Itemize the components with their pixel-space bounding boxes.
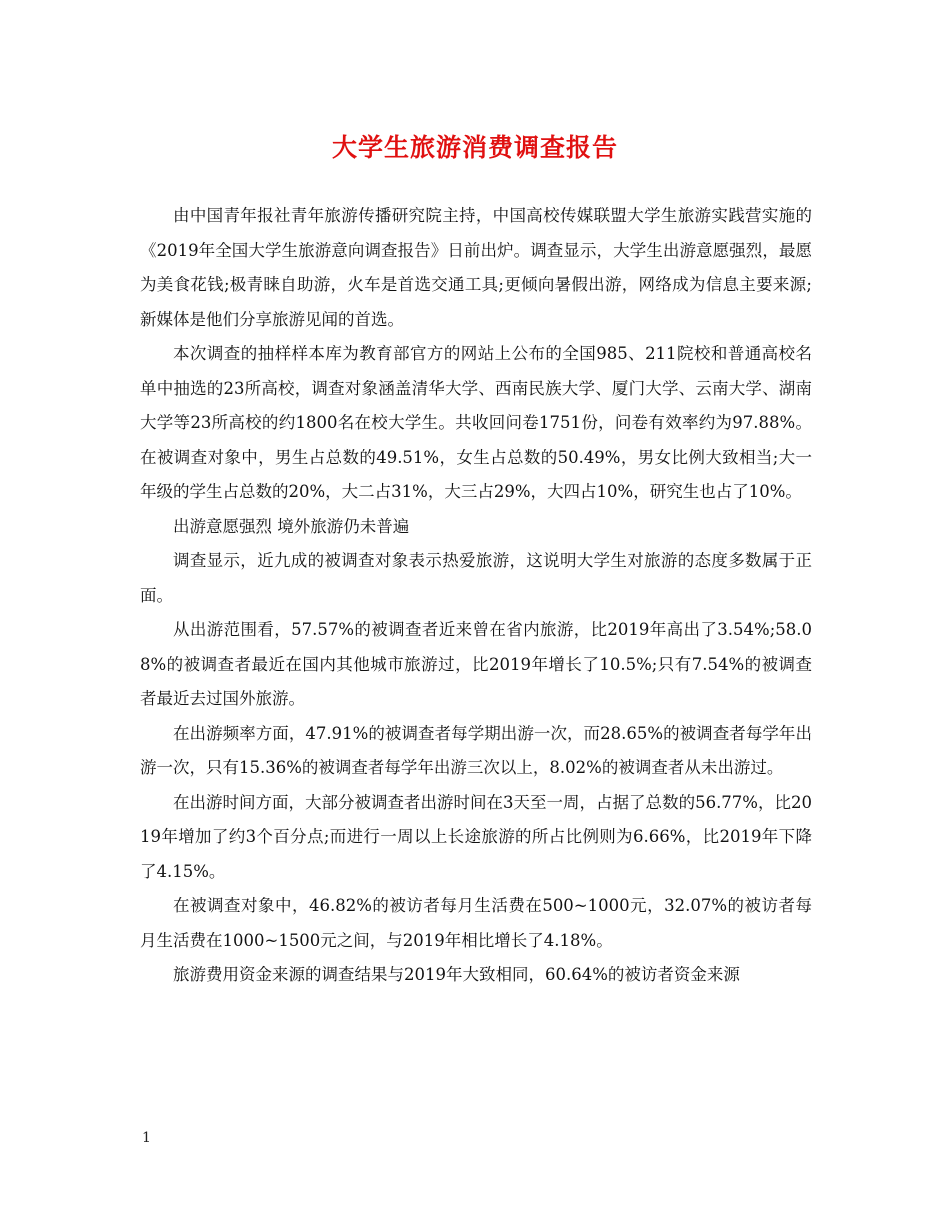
paragraph: 由中国青年报社青年旅游传播研究院主持，中国高校传媒联盟大学生旅游实践营实施的《2019年全国大学生旅游意向调查报告》日前出炉。调查显示，大学生出游意愿强烈，最愿为美食花钱;极青睐自助游，火车是首选交通工具;更倾向暑假出游，网络成为信息主要来源;新媒体是他们分享旅游见闻的首选。 bbox=[140, 206, 812, 329]
paragraph: 从出游范围看，57.57%的被调查者近来曾在省内旅游，比2019年高出了3.54%;58.08%的被调查者最近在国内其他城市旅游过，比2019年增长了10.5%;只有7.54%的被调查者最近去过国外旅游。 bbox=[140, 620, 812, 708]
paragraph: 在出游频率方面，47.91%的被调查者每学期出游一次，而28.65%的被调查者每学年出游一次，只有15.36%的被调查者每学年出游三次以上，8.02%的被调查者从未出游过。 bbox=[140, 723, 812, 777]
paragraph: 在出游时间方面，大部分被调查者出游时间在3天至一周，占据了总数的56.77%，比2019年增加了约3个百分点;而进行一周以上长途旅游的所占比例则为6.66%，比2019年下降了4.15%。 bbox=[140, 792, 812, 881]
paragraph: 本次调查的抽样样本库为教育部官方的网站上公布的全国985、211院校和普通高校名单中抽选的23所高校，调查对象涵盖清华大学、西南民族大学、厦门大学、云南大学、湖南大学等23所高校的约1800名在校大学生。共收回问卷1751份，问卷有效率约为97.88%。在被调查对象中，男生占总数的49.51%，女生占总数的50.49%，男女比例大致相当;大一年级的学生占总数的20%，大二占31%，大三占29%，大四占10%，研究生也占了10%。 bbox=[140, 344, 812, 501]
document-title: 大学生旅游消费调查报告 bbox=[331, 133, 618, 162]
paragraph: 旅游费用资金来源的调查结果与2019年大致相同，60.64%的被访者资金来源 bbox=[173, 965, 740, 984]
paragraph: 在被调查对象中，46.82%的被访者每月生活费在500~1000元，32.07%的被访者每月生活费在1000~1500元之间，与2019年相比增长了4.18%。 bbox=[140, 896, 812, 950]
document-body bbox=[140, 199, 812, 993]
section-heading: 出游意愿强烈 境外旅游仍未普遍 bbox=[173, 516, 410, 536]
page-number: 1 bbox=[142, 1130, 151, 1146]
paragraph: 调查显示，近九成的被调查对象表示热爱旅游，这说明大学生对旅游的态度多数属于正面。 bbox=[140, 551, 812, 605]
